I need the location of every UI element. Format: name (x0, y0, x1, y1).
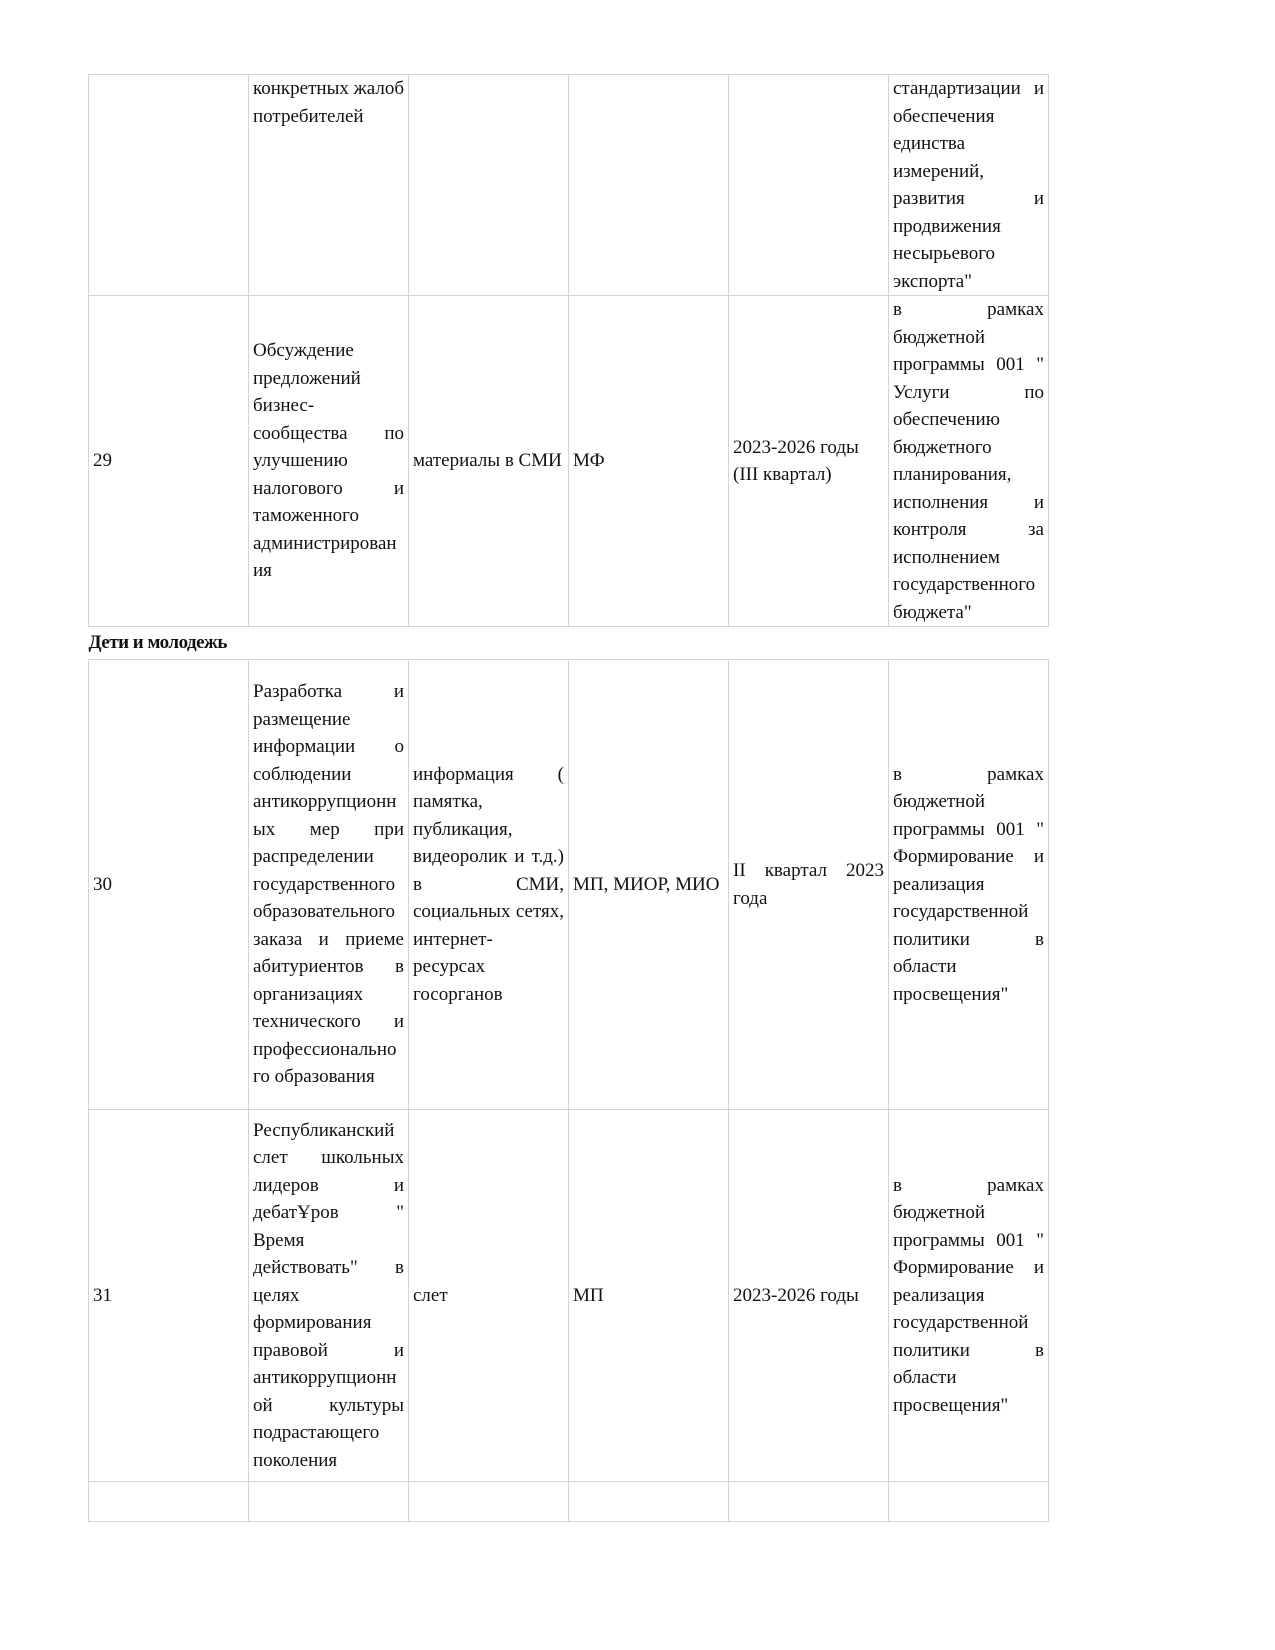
row-number (89, 75, 249, 296)
table-row (89, 1482, 1049, 1522)
funding-source-cell: в рамках бюджетной программы 001 " Формирование и реализация государственной политики в области просвещения" (889, 1110, 1049, 1482)
row-number: 30 (89, 660, 249, 1110)
empty-cell (729, 1482, 889, 1522)
responsible-cell: МФ (569, 296, 729, 627)
event-cell: конкретных жалоб потребителей (249, 75, 409, 296)
form-cell: слет (409, 1110, 569, 1482)
row-number: 31 (89, 1110, 249, 1482)
deadline-cell: 2023-2026 годы (III квартал) (729, 296, 889, 627)
event-cell: Республиканский слет школьных лидеров и дебатҰров " Время действовать" в целях формирования правовой и антикоррупционной культуры подрастающего поколения (249, 1110, 409, 1482)
empty-cell (569, 1482, 729, 1522)
deadline-cell: II квартал 2023 года (729, 660, 889, 1110)
funding-source-cell: в рамках бюджетной программы 001 " Формирование и реализация государственной политики в области просвещения" (889, 660, 1049, 1110)
form-cell (409, 75, 569, 296)
empty-cell (89, 1482, 249, 1522)
row-number: 29 (89, 296, 249, 627)
empty-cell (249, 1482, 409, 1522)
funding-source-cell: в рамках бюджетной программы 001 " Услуги по обеспечению бюджетного планирования, исполнения и контроля за исполнением государственного бюджета" (889, 296, 1049, 627)
funding-source-cell: стандартизации и обеспечения единства измерений, развития и продвижения несырьевого экспорта" (889, 75, 1049, 296)
form-cell: информация ( памятка, публикация, видеоролик и т.д.) в СМИ, социальных сетях, интернет-ресурсах госорганов (409, 660, 569, 1110)
event-cell: Разработка и размещение информации о соблюдении антикоррупционных мер при распределении государственного образовательного заказа и приеме абитуриентов в организациях технического и профессионального образования (249, 660, 409, 1110)
empty-cell (409, 1482, 569, 1522)
action-plan-table (88, 74, 1049, 1522)
responsible-cell (569, 75, 729, 296)
deadline-cell (729, 75, 889, 296)
table-row (89, 1110, 1049, 1482)
empty-cell (889, 1482, 1049, 1522)
section-row (89, 627, 1049, 660)
table-row (89, 660, 1049, 1110)
event-cell: Обсуждение предложений бизнес-сообщества по улучшению налогового и таможенного администрирования (249, 296, 409, 627)
deadline-cell: 2023-2026 годы (729, 1110, 889, 1482)
table-row (89, 296, 1049, 627)
responsible-cell: МП, МИОР, МИО (569, 660, 729, 1110)
responsible-cell: МП (569, 1110, 729, 1482)
section-title: Дети и молодежь (88, 632, 227, 653)
form-cell: материалы в СМИ (409, 296, 569, 627)
table-row (89, 75, 1049, 296)
